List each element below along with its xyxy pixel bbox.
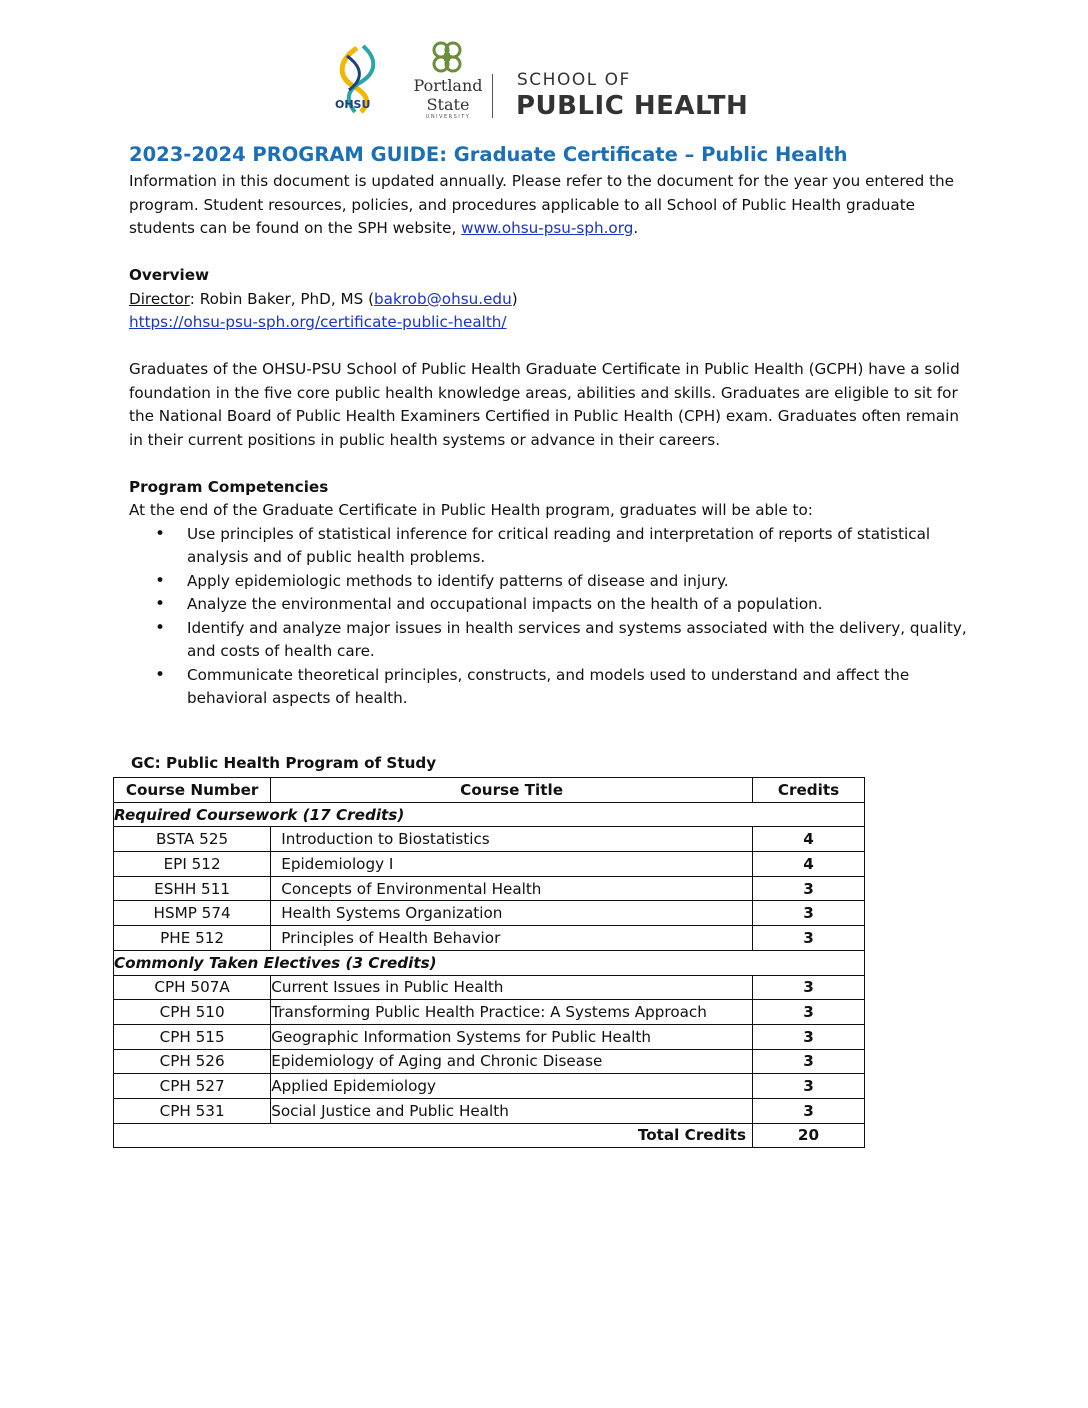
course-title-cell: Applied Epidemiology (271, 1074, 753, 1099)
ohsu-wordmark: OHSU (335, 98, 371, 111)
psu-logo (427, 38, 467, 78)
total-row (114, 1123, 865, 1148)
header-course-title: Course Title (271, 778, 753, 803)
section-row-required: Required Coursework (17 Credits) (114, 802, 865, 827)
sph-wordmark-line1: SCHOOL OF (517, 70, 631, 90)
list-item: • Communicate theoretical principles, constructs, and models used to understand and affect the behavioral aspects of health. (129, 664, 969, 711)
credits-cell: 3 (752, 1098, 864, 1123)
table-row (114, 1098, 865, 1123)
table-caption: GC: Public Health Program of Study (131, 754, 437, 772)
credits-cell: 4 (752, 827, 864, 852)
document-body (129, 142, 969, 711)
header-credits: Credits (752, 778, 864, 803)
header-course-number: Course Number (114, 778, 271, 803)
table-row (114, 926, 865, 951)
total-value: 20 (752, 1123, 864, 1148)
table-row (114, 1049, 865, 1074)
sph-website-link[interactable]: www.ohsu-psu-sph.org (461, 219, 634, 237)
course-number-cell: ESHH 511 (114, 876, 271, 901)
psu-subtitle: UNIVERSITY (425, 114, 471, 120)
credits-cell: 3 (752, 975, 864, 1000)
list-item: • Identify and analyze major issues in health services and systems associated with the delivery, quality, and costs of health care. (129, 617, 969, 664)
credits-cell: 3 (752, 1074, 864, 1099)
table-row (114, 852, 865, 877)
credits-cell: 3 (752, 926, 864, 951)
course-number-cell: HSMP 574 (114, 901, 271, 926)
sph-wordmark-line2: PUBLIC HEALTH (516, 91, 749, 121)
course-number-cell: CPH 515 (114, 1024, 271, 1049)
credits-cell: 3 (752, 1049, 864, 1074)
competencies-intro: At the end of the Graduate Certificate in Public Health program, graduates will be able to: (129, 501, 813, 519)
psu-wordmark: Portland State (413, 76, 483, 114)
course-number-cell: EPI 512 (114, 852, 271, 877)
intro-paragraph: Information in this document is updated annually. Please refer to the document for the year you entered the program. Student resources, policies, and procedures applicable to all School of Public Health graduate students can be found on the SPH website, www.ohsu-psu-sph.org. (129, 172, 954, 237)
list-item: • Use principles of statistical inference for critical reading and interpretation of reports of statistical analysis and of public health problems. (129, 523, 969, 570)
course-title-cell: Social Justice and Public Health (271, 1098, 753, 1123)
credits-cell: 3 (752, 1000, 864, 1025)
table-row (114, 1024, 865, 1049)
course-title-cell: Epidemiology I (271, 852, 753, 877)
course-title-cell: Concepts of Environmental Health (271, 876, 753, 901)
course-title-cell: Principles of Health Behavior (271, 926, 753, 951)
logo-divider (492, 74, 493, 118)
credits-cell: 4 (752, 852, 864, 877)
table-row (114, 1074, 865, 1099)
course-number-cell: CPH 526 (114, 1049, 271, 1074)
table-row (114, 1000, 865, 1025)
page-title: 2023-2024 PROGRAM GUIDE: Graduate Certificate – Public Health (129, 143, 848, 166)
table-header-row (114, 778, 865, 803)
competencies-heading: Program Competencies (129, 477, 329, 496)
course-number-cell: PHE 512 (114, 926, 271, 951)
table-row (114, 975, 865, 1000)
table-row (114, 901, 865, 926)
total-label: Total Credits (114, 1123, 753, 1148)
course-title-cell: Current Issues in Public Health (271, 975, 753, 1000)
program-of-study-table (113, 777, 865, 1148)
credits-cell: 3 (752, 876, 864, 901)
director-line: Director: Robin Baker, PhD, MS (bakrob@ohsu.edu) (129, 289, 518, 308)
course-title-cell: Introduction to Biostatistics (271, 827, 753, 852)
program-url-link[interactable]: https://ohsu-psu-sph.org/certificate-public-health/ (129, 313, 507, 331)
course-number-cell: CPH 531 (114, 1098, 271, 1123)
course-number-cell: CPH 507A (114, 975, 271, 1000)
course-title-cell: Transforming Public Health Practice: A Systems Approach (271, 1000, 753, 1025)
list-item: • Apply epidemiologic methods to identify patterns of disease and injury. (129, 570, 969, 594)
course-number-cell: CPH 510 (114, 1000, 271, 1025)
course-number-cell: CPH 527 (114, 1074, 271, 1099)
list-item: • Analyze the environmental and occupational impacts on the health of a population. (129, 593, 969, 617)
credits-cell: 3 (752, 901, 864, 926)
table-row (114, 827, 865, 852)
section-row-electives: Commonly Taken Electives (3 Credits) (114, 950, 865, 975)
course-number-cell: BSTA 525 (114, 827, 271, 852)
course-title-cell: Health Systems Organization (271, 901, 753, 926)
credits-cell: 3 (752, 1024, 864, 1049)
competencies-list (129, 523, 969, 711)
overview-paragraph: Graduates of the OHSU-PSU School of Public Health Graduate Certificate in Public Health (GCPH) have a solid foundation in the five core public health knowledge areas, abilities and skills. Graduates are eligible to sit for the National Board of Public Health Examiners Certified in Public Health (CPH) exam. Graduates often remain in their current positions in public health systems or advance in their careers. (129, 360, 960, 449)
overview-heading: Overview (129, 266, 210, 284)
director-email-link[interactable]: bakrob@ohsu.edu (374, 289, 512, 308)
table-row (114, 876, 865, 901)
course-title-cell: Epidemiology of Aging and Chronic Disease (271, 1049, 753, 1074)
header-logos (327, 38, 767, 124)
course-title-cell: Geographic Information Systems for Public Health (271, 1024, 753, 1049)
